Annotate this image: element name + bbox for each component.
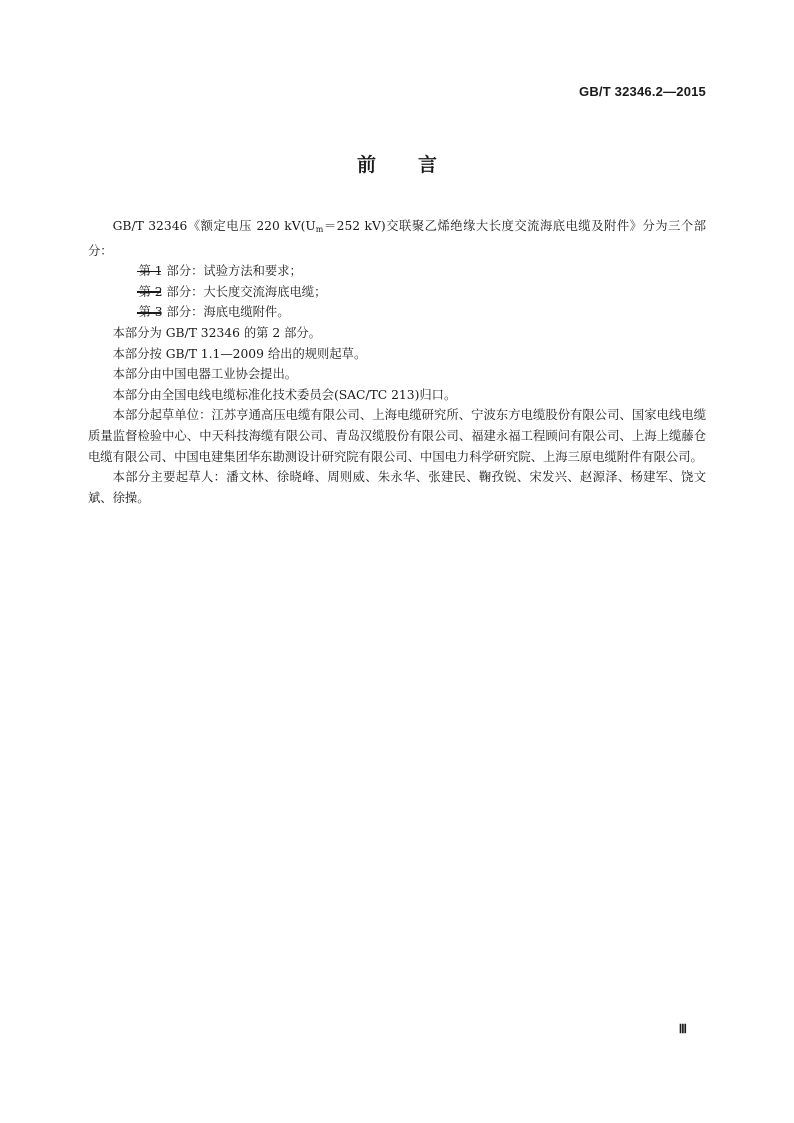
intro-subscript: m	[315, 225, 324, 234]
paragraph-committee: 本部分由全国电线电缆标准化技术委员会(SAC/TC 213)归口。	[112, 387, 457, 402]
foreword-body	[88, 216, 706, 508]
paragraph-drafting-units: 本部分起草单位：江苏亨通高压电缆有限公司、上海电缆研究所、宁波东方电缆股份有限公司、国家电线电缆质量监督检验中心、中天科技海缆有限公司、青岛汉缆股份有限公司、福建永福工程顾问有限公司、上海上缆藤仓电缆有限公司、中国电建集团华东勘测设计研究院有限公司、中国电力科学研究院、上海三原电缆附件有限公司。	[88, 408, 706, 464]
dash-mark	[113, 261, 139, 282]
standard-code: GB/T 32346.2—2015	[579, 84, 706, 99]
dash-mark	[113, 282, 139, 303]
intro-part-a: GB/T 32346《额定电压 220 kV(U	[112, 219, 316, 233]
part-list-item: 第 1 部分：试验方法和要求；	[88, 261, 706, 282]
title-char-2: 言	[418, 154, 438, 176]
paragraph-drafting-rules: 本部分按 GB/T 1.1—2009 给出的规则起草。	[112, 346, 367, 361]
paragraph-drafters: 本部分主要起草人：潘文林、徐晓峰、周则威、朱永华、张建民、鞠孜锐、宋发兴、赵源泽、杨建军、饶文斌、徐操。	[88, 470, 706, 505]
paragraph-proposer: 本部分由中国电器工业协会提出。	[112, 367, 298, 382]
part-list-item: 第 3 部分：海底电缆附件。	[88, 302, 706, 323]
page-title	[0, 150, 794, 177]
title-char-1: 前	[356, 154, 376, 176]
paragraph-part-statement: 本部分为 GB/T 32346 的第 2 部分。	[112, 325, 321, 340]
part-list-item: 第 2 部分：大长度交流海底电缆；	[88, 282, 706, 303]
page-number: Ⅲ	[678, 1022, 687, 1036]
intro-paragraph	[88, 216, 706, 261]
intro-part-b: ＝252 kV)交联聚乙烯绝缘大长度交流海底电缆及附件》分为三个部分：	[88, 219, 706, 258]
dash-mark	[113, 302, 139, 323]
